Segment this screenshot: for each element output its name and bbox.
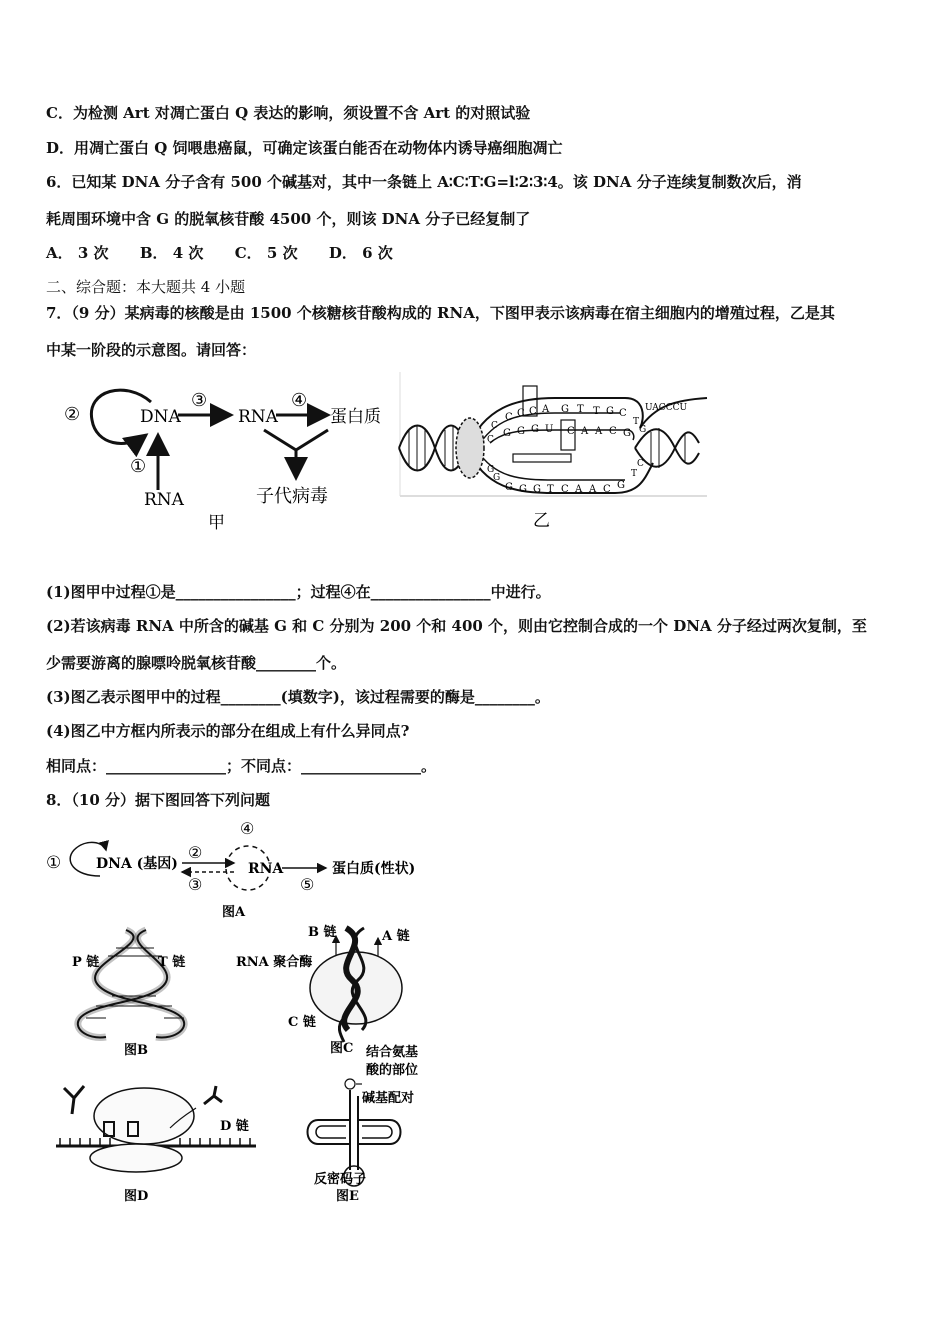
e-caption: 图E: [336, 1189, 359, 1204]
svg-text:U: U: [545, 424, 554, 435]
b-t-chain: T 链: [158, 955, 186, 970]
jia-circle-1: ①: [130, 456, 147, 477]
jia-rna-bottom: RNA: [144, 490, 184, 510]
q7-sub-2b: 少需要游离的腺嘌呤脱氧核苷酸________个。: [46, 654, 347, 672]
svg-text:T: T: [633, 417, 640, 427]
jia-virus: 子代病毒: [256, 486, 328, 507]
c-b-chain: B 链: [308, 925, 337, 940]
svg-text:G: G: [617, 480, 625, 491]
a-protein: 蛋白质(性状): [332, 861, 416, 877]
q7-sub-3: (3)图乙表示图甲中的过程________(填数字)，该过程需要的酶是________。: [46, 688, 550, 706]
svg-text:A: A: [595, 426, 603, 437]
yi-mid-strand: [503, 424, 631, 439]
figure-d: [44, 1078, 264, 1206]
svg-text:G: G: [533, 484, 541, 495]
q7-sub-4: (4)图乙中方框内所表示的部分在组成上有什么异同点?: [46, 722, 410, 740]
q5-option-c: C．为检测 Art 对凋亡蛋白 Q 表达的影响，须设置不含 Art 的对照试验: [46, 104, 531, 122]
svg-text:G: G: [623, 428, 631, 439]
a-circle-1: ①: [46, 853, 62, 873]
svg-text:G: G: [606, 406, 614, 417]
svg-text:G: G: [493, 473, 501, 483]
q5-option-d: D．用凋亡蛋白 Q 饲喂患癌鼠，可确定该蛋白能否在动物体内诱导癌细胞凋亡: [46, 139, 563, 157]
svg-text:A: A: [542, 404, 550, 415]
jia-protein: 蛋白质: [330, 407, 381, 427]
svg-text:C: C: [609, 426, 617, 437]
a-circle-3: ③: [188, 875, 203, 894]
svg-text:C: C: [505, 412, 513, 423]
a-circle-4: ④: [240, 819, 255, 838]
svg-text:T: T: [593, 406, 600, 417]
d-d-chain: D 链: [220, 1119, 249, 1134]
svg-text:C: C: [491, 421, 498, 431]
c-c-chain: C 链: [288, 1015, 316, 1030]
svg-text:A: A: [589, 484, 597, 495]
svg-text:G: G: [561, 404, 569, 415]
svg-text:C: C: [619, 408, 627, 419]
q8-stem: 8．（10 分）据下图回答下列问题: [46, 791, 271, 809]
b-caption: 图B: [124, 1043, 148, 1058]
jia-rna: RNA: [238, 407, 278, 427]
jia-circle-3: ③: [191, 390, 208, 411]
jia-circle-4: ④: [291, 390, 308, 411]
a-circle-5: ⑤: [300, 875, 315, 894]
figure-e: [296, 1040, 456, 1206]
a-circle-2: ②: [188, 843, 203, 862]
svg-text:G: G: [487, 465, 495, 475]
q7-stem-2: 中某一阶段的示意图。请回答：: [46, 341, 257, 359]
c-polymerase: RNA 聚合酶: [236, 955, 313, 970]
q6-stem-1: 6．已知某 DNA 分子含有 500 个碱基对，其中一条链上 A∶C∶T∶G=l∶2∶3∶4。该 DNA 分子连续复制数次后，消: [46, 173, 802, 191]
jia-caption: 甲: [208, 513, 225, 533]
q7-stem-1: 7．（9 分）某病毒的核酸是由 1500 个核糖核苷酸构成的 RNA，下图甲表示该病毒在宿主细胞内的增殖过程，乙是其: [46, 304, 835, 322]
svg-text:G: G: [517, 426, 525, 437]
e-aa-site-1: 结合氨基: [366, 1045, 419, 1060]
svg-text:C: C: [567, 426, 575, 437]
svg-text:G: G: [519, 484, 527, 495]
q7-sub-2a: (2)若该病毒 RNA 中所含的碱基 G 和 C 分别为 200 个和 400 个，则由它控制合成的一个 DNA 分子经过两次复制，至: [46, 617, 867, 635]
e-base-pair: 碱基配对: [362, 1091, 415, 1106]
c-caption: 图C: [330, 1041, 354, 1056]
svg-text:G: G: [505, 482, 513, 493]
svg-text:T: T: [547, 484, 554, 495]
c-a-chain: A 链: [382, 929, 410, 944]
q6-options: A． 3 次 B． 4 次 C． 5 次 D． 6 次: [46, 244, 393, 262]
svg-text:C: C: [637, 459, 644, 469]
svg-text:C: C: [561, 484, 569, 495]
section-title: 二、综合题：本大题共 4 小题: [46, 278, 246, 296]
svg-text:C: C: [603, 484, 611, 495]
svg-text:G: G: [531, 424, 539, 435]
q7-sub-1: (1)图甲中过程①是________________；过程④在________________中进行。: [46, 583, 551, 601]
a-rna: RNA: [248, 861, 284, 877]
e-anticodon: 反密码子: [314, 1172, 367, 1187]
figure-yi: [395, 368, 715, 533]
figure-jia: [56, 380, 396, 535]
svg-text:A: A: [575, 484, 583, 495]
d-caption: 图D: [124, 1189, 149, 1204]
jia-circle-2: ②: [64, 404, 81, 425]
svg-text:T: T: [631, 469, 638, 479]
jia-dna: DNA: [140, 407, 181, 427]
e-aa-site-2: 酸的部位: [366, 1063, 419, 1078]
svg-text:C: C: [529, 406, 537, 417]
yi-caption: 乙: [533, 511, 550, 531]
figure-c: [232, 918, 422, 1060]
q7-sub-4b: 相同点：________________；不同点：________________。: [46, 757, 437, 775]
a-dna: DNA (基因): [96, 856, 178, 872]
yi-tail: UACCCU: [645, 403, 688, 413]
yi-bottom-strand: [505, 480, 625, 495]
figure-a: [44, 816, 444, 921]
svg-text:C: C: [487, 435, 494, 445]
svg-text:T: T: [577, 404, 584, 415]
svg-text:G: G: [639, 425, 647, 435]
q6-stem-2: 耗周围环境中含 G 的脱氧核苷酸 4500 个，则该 DNA 分子已经复制了: [46, 210, 531, 228]
svg-text:A: A: [581, 426, 589, 437]
a-caption: 图A: [222, 905, 246, 920]
figure-b: [66, 922, 206, 1062]
jia-merge: [264, 430, 328, 450]
b-p-chain: P 链: [72, 955, 100, 970]
svg-text:G: G: [503, 428, 511, 439]
svg-text:C: C: [517, 408, 525, 419]
